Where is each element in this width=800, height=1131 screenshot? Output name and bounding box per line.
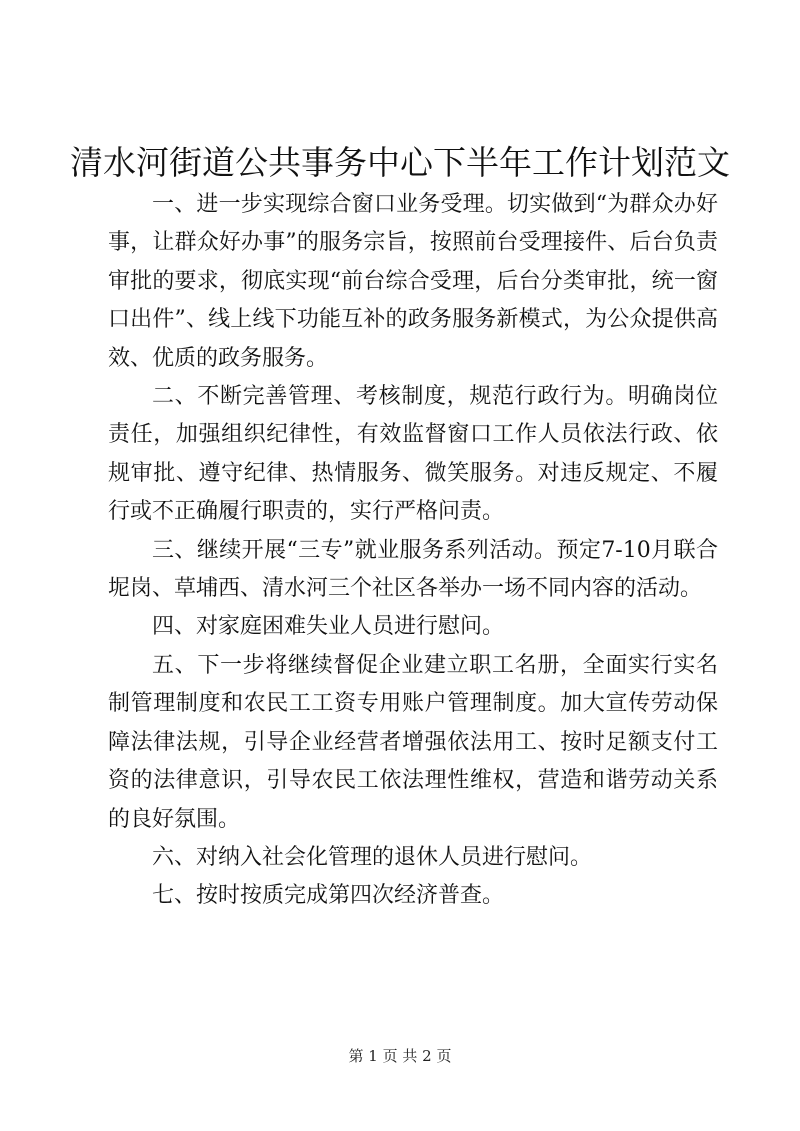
paragraph-1: 一、进一步实现综合窗口业务受理。切实做到“为群众办好事，让群众好办事”的服务宗旨，按照前台受理接件、后台负责审批的要求，彻底实现“前台综合受理，后台分类审批，统一窗口出件”、线上线下功能互补的政务服务新模式，为公众提供高效、优质的政务服务。 <box>108 192 718 371</box>
document-title: 清水河街道公共事务中心下半年工作计划范文 <box>70 143 730 182</box>
paragraph-3: 三、继续开展“三专”就业服务系列活动。预定7-10月联合坭岗、草埔西、清水河三个社区各举办一场不同内容的活动。 <box>108 537 718 602</box>
paragraph-7: 七、按时按质完成第四次经济普查。 <box>152 883 505 909</box>
paragraph-6: 六、对纳入社会化管理的退休人员进行慰问。 <box>152 844 593 870</box>
paragraph-5: 五、下一步将继续督促企业建立职工名册，全面实行实名制管理制度和农民工工资专用账户管理制度。加大宣传劳动保障法律法规，引导企业经营者增强依法用工、按时足额支付工资的法律意识，引导农民工依法理性维权，营造和谐劳动关系的良好氛围。 <box>108 652 718 832</box>
paragraph-2: 二、不断完善管理、考核制度，规范行政行为。明确岗位责任，加强组织纪律性，有效监督窗口工作人员依法行政、依规审批、遵守纪律、热情服务、微笑服务。对违反规定、不履行或不正确履行职责的，实行严格问责。 <box>108 384 718 525</box>
paragraph-4: 四、对家庭困难失业人员进行慰问。 <box>152 614 505 640</box>
page-footer: 第 1 页 共 2 页 <box>348 1047 452 1065</box>
document-body <box>108 186 718 916</box>
